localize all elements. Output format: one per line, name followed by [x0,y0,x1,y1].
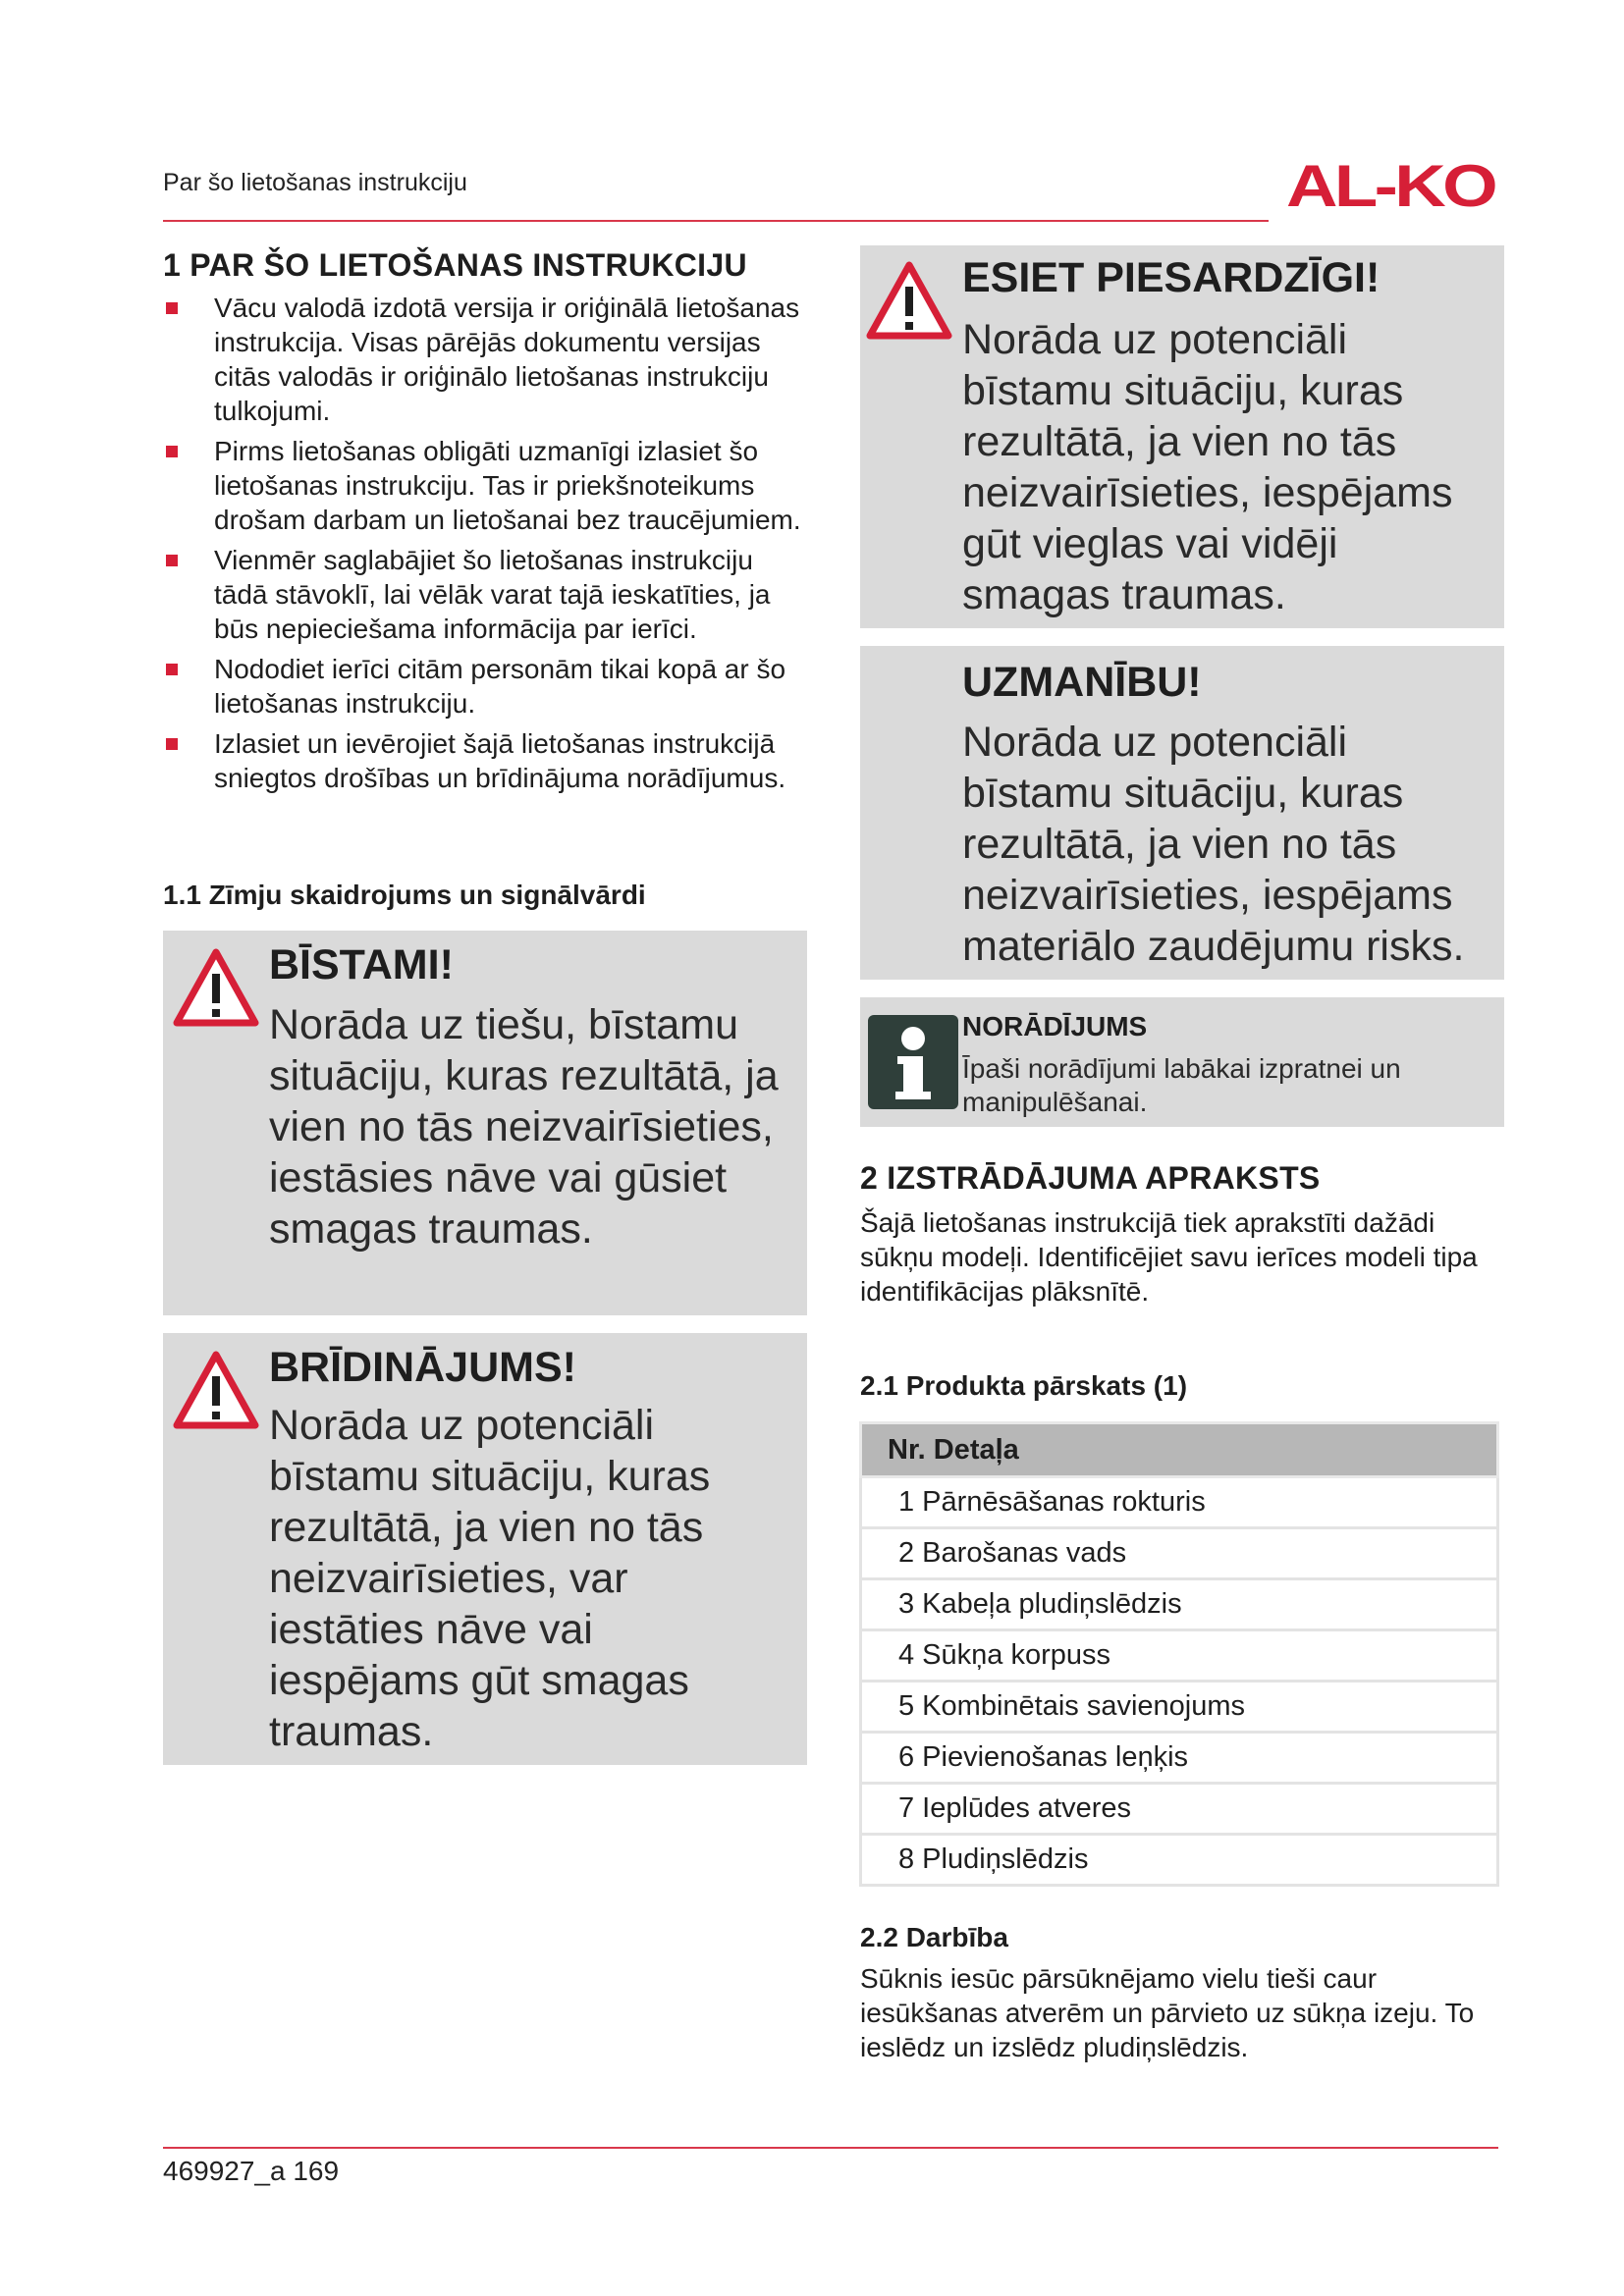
section-1-1-heading: 1.1 Zīmju skaidrojums un signālvārdi [163,880,646,910]
notice-box [860,646,1504,980]
logo-text: AL-KO [1286,157,1496,212]
running-header: Par šo lietošanas instrukciju [163,169,467,196]
bullet-item: Izlasiet un ievērojiet šajā lietošanas instrukcijā sniegtos drošības un brīdinājuma norādījumus. [163,726,801,795]
table-row [861,1630,1498,1682]
section-2-text: Šajā lietošanas instrukcijā tiek aprakstīti dažādi sūkņu modeļi. Identificējiet savu ierīces modeli tipa identifikācijas plāksnītē. [860,1207,1478,1307]
bullet-square-icon [166,738,178,750]
table-cell: 8 Pludiņslēdzis [861,1835,1498,1886]
table-cell: 2 Barošanas vads [861,1528,1498,1579]
notice-signal-word: UZMANĪBU! [962,659,1202,706]
table-cell: 7 Ieplūdes atveres [861,1784,1498,1835]
table-row [861,1477,1498,1528]
section-1-heading: 1 PAR ŠO LIETOŠANAS INSTRUKCIJU [163,247,747,283]
parts-table [859,1421,1499,1887]
table-cell: 4 Sūkņa korpuss [861,1630,1498,1682]
info-text: Īpaši norādījumi labākai izpratnei un manipulēšanai. [962,1053,1401,1117]
caution-text: Norāda uz potenciāli bīstamu situāciju, kuras rezultātā, ja vien no tās neizvairīsieties, iespējams gūt vieglas vai vidēji smagas traumas. [962,316,1453,618]
notice-text: Norāda uz potenciāli bīstamu situāciju, kuras rezultātā, ja vien no tās neizvairīsieties, iespējams materiālo zaudējumu risks. [962,719,1465,970]
section-2-2-text: Sūknis iesūc pārsūknējamo vielu tieši caur iesūkšanas atverēm un pārvieto uz sūkņa izeju. To ieslēdz un izslēdz pludiņslēdzis. [860,1963,1475,2062]
caution-box [860,245,1504,628]
table-row [861,1579,1498,1630]
warning-triangle-icon [173,948,259,1027]
bullet-square-icon [166,302,178,314]
info-icon [868,1015,958,1109]
table-cell: 5 Kombinētais savienojums [861,1682,1498,1733]
caution-signal-word: ESIET PIESARDZĪGI! [962,254,1380,301]
bullet-square-icon [166,555,178,566]
section-2-1-heading: 2.1 Produkta pārskats (1) [860,1370,1188,1401]
header-divider [163,220,1269,222]
section-1-bullets [163,291,801,801]
section-2-2-heading: 2.2 Darbība [860,1922,1008,1952]
table-row [861,1528,1498,1579]
warning-text: Norāda uz potenciāli bīstamu situāciju, kuras rezultātā, ja vien no tās neizvairīsieties, var iestāties nāve vai iespējams gūt smagas traumas. [269,1402,711,1755]
table-row [861,1784,1498,1835]
table-row [861,1733,1498,1784]
section-2-heading: 2 IZSTRĀDĀJUMA APRAKSTS [860,1160,1321,1196]
bullet-square-icon [166,664,178,675]
bullet-item: Vācu valodā izdotā versija ir oriģinālā lietošanas instrukcija. Visas pārējās dokumentu versijas citās valodās ir oriģinālo lietošanas instrukciju tulkojumi. [163,291,801,428]
danger-text: Norāda uz tiešu, bīstamu situāciju, kuras rezultātā, ja vien no tās neizvairīsieties, iestāsies nāve vai gūsiet smagas traumas. [269,1001,779,1253]
table-cell: 6 Pievienošanas leņķis [861,1733,1498,1784]
bullet-square-icon [166,446,178,457]
info-signal-word: NORĀDĪJUMS [962,1011,1148,1041]
bullet-item: Nododiet ierīci citām personām tikai kopā ar šo lietošanas instrukciju. [163,652,801,721]
table-row [861,1682,1498,1733]
table-row [861,1835,1498,1886]
footer-divider [163,2147,1498,2149]
alko-logo [1284,157,1496,212]
danger-signal-word: BĪSTAMI! [269,941,454,988]
warning-signal-word: BRĪDINĀJUMS! [269,1344,576,1391]
warning-triangle-icon [173,1351,259,1429]
bullet-item: Pirms lietošanas obligāti uzmanīgi izlasiet šo lietošanas instrukciju. Tas ir priekšnoteikums drošam darbam un lietošanai bez traucējumiem. [163,434,801,537]
table-header-row [861,1423,1498,1477]
info-box [860,997,1504,1127]
table-cell: 1 Pārnēsāšanas rokturis [861,1477,1498,1528]
bullet-item: Vienmēr saglabājiet šo lietošanas instrukciju tādā stāvoklī, lai vēlāk varat tajā ieskatīties, ja būs nepieciešama informācija par ierīci. [163,543,801,646]
danger-box [163,931,807,1315]
warning-triangle-icon [866,261,952,340]
table-cell: 3 Kabeļa pludiņslēdzis [861,1579,1498,1630]
page-reference: 469927_a 169 [163,2156,340,2186]
table-header-cell: Nr. Detaļa [861,1423,1498,1477]
warning-box [163,1333,807,1765]
